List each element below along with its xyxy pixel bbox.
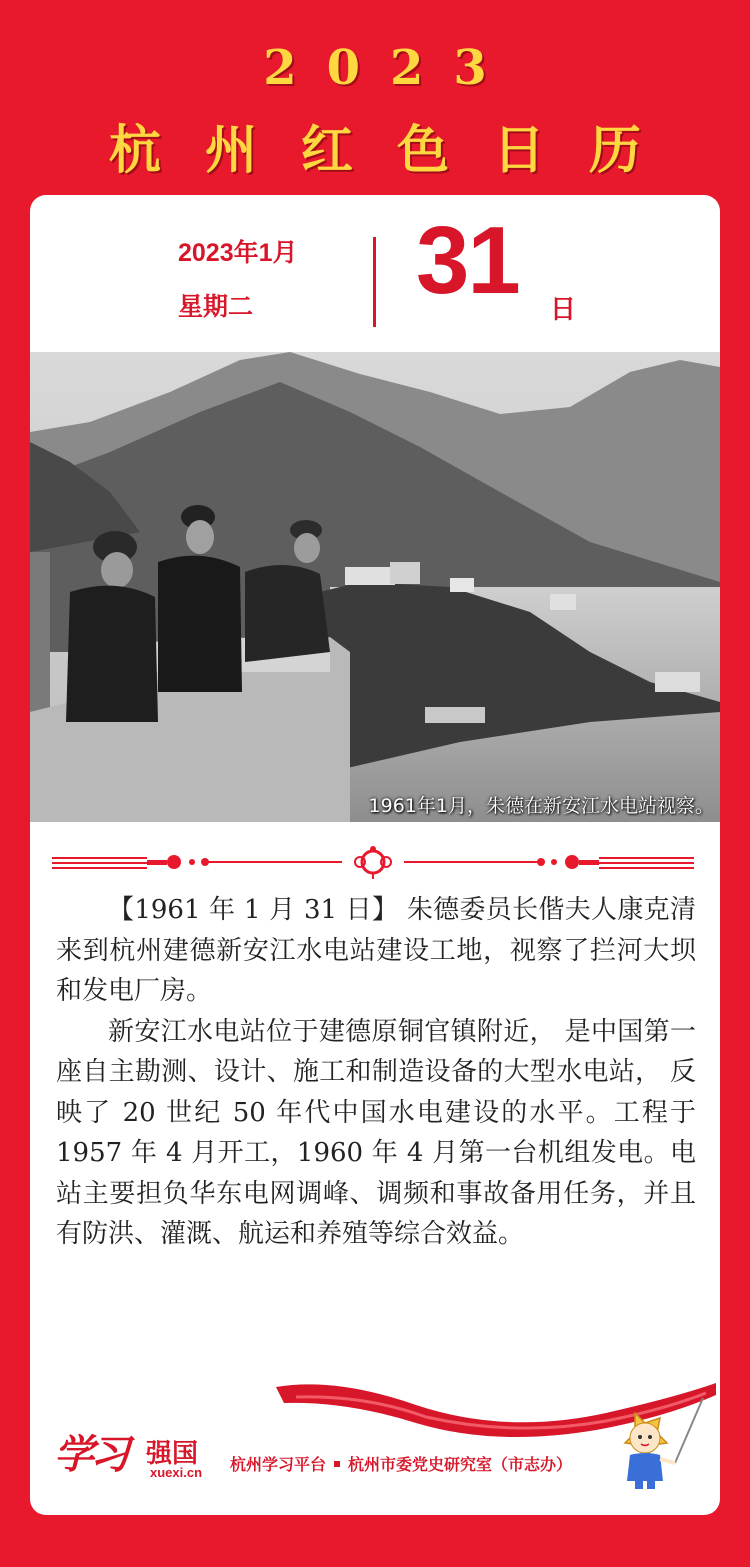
year-month-label: 2023年1月 [178,239,298,267]
photo-caption: 1961年1月，朱德在新安江水电站视察。 [368,795,714,817]
xuexi-logo: 学习 [54,1431,126,1478]
ornament-divider [52,845,694,879]
day-number: 31 [416,207,519,314]
weekday-label: 星期二 [178,292,254,321]
date-separator [373,237,376,327]
historical-photo [30,352,720,822]
footer-credits [230,1452,572,1475]
day-suffix: 日 [550,295,577,325]
article-paragraph: 新安江水电站位于建德原铜官镇附近， 是中国第一座自主勘测、设计、施工和制造设备的大型水电站， 反映了 20 世纪 50 年代中国水电建设的水平。工程于 1957 年 4 月开工，1960 年 4 月第一台机组发电。电站主要担负华东电网调峰、调频和事故备用任务，并且有防洪、灌溉、航运和养殖等综合效益。 [56,1016,696,1249]
separator-dot [334,1461,340,1467]
chinese-knot-icon [355,846,391,879]
photo-illustration [30,352,720,822]
logo-url: xuexi.cn [150,1465,203,1480]
header [0,0,750,195]
mascot-icon [605,1393,705,1493]
article-paragraph: 【1961 年 1 月 31 日】 朱德委员长偕夫人康克清来到杭州建德新安江水电站建设工地，视察了拦河大坝和发电厂房。 [56,895,696,1006]
qiangguo-logo: 强国 [146,1439,199,1469]
article-body [56,890,696,1255]
calendar-title: 杭州红色日历 [108,121,685,181]
office-name: 杭州市委党史研究室（市志办） [348,1455,573,1474]
calendar-card [30,195,720,1515]
calendar-year: 2023 [263,40,517,96]
footer [30,1375,720,1515]
platform-name: 杭州学习平台 [230,1455,327,1474]
